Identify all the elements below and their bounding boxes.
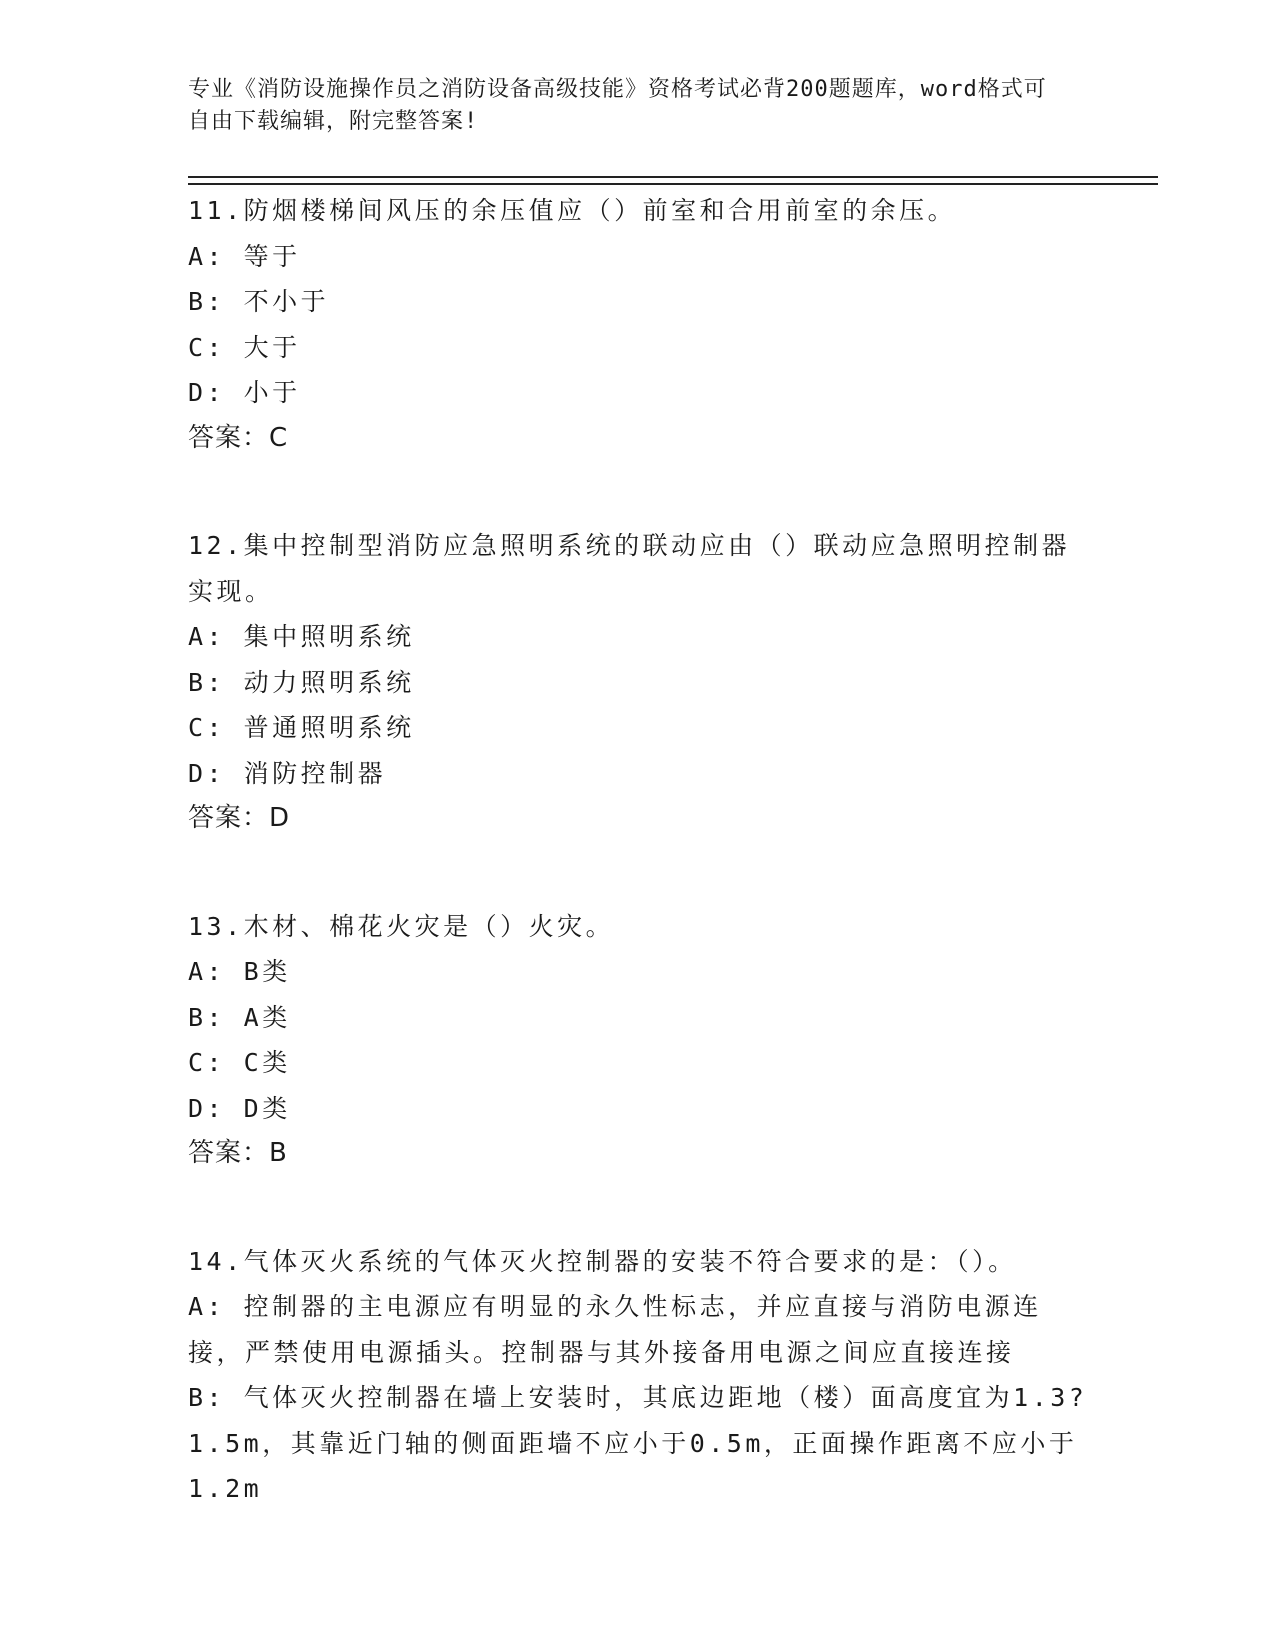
- question-12: [188, 523, 1088, 842]
- option-c: C: C类: [188, 1048, 291, 1077]
- question-14: [188, 1239, 1088, 1512]
- question-stem: 14.气体灭火系统的气体灭火控制器的安装不符合要求的是：（）。: [188, 1246, 1017, 1276]
- question-stem: 11.防烟楼梯间风压的余压值应（）前室和合用前室的余压。: [188, 196, 957, 225]
- question-stem: 12.集中控制型消防应急照明系统的联动应由（）联动应急照明控制器实现。: [188, 531, 1071, 606]
- question-13: [188, 904, 1088, 1177]
- question-stem: 13.木材、棉花火灾是（）火灾。: [188, 911, 615, 941]
- document-header: 专业《消防设施操作员之消防设备高级技能》资格考试必背200题题库，word格式可自由下载编辑，附完整答案!: [188, 77, 1047, 134]
- answer-line: 答案：B: [188, 1138, 288, 1168]
- question-list: [188, 188, 1088, 1574]
- option-d: D: 消防控制器: [188, 758, 387, 788]
- option-d: D: D类: [188, 1093, 291, 1123]
- option-c: C: 大于: [188, 332, 301, 362]
- option-b: B: A类: [188, 1002, 291, 1032]
- option-b: B: 气体灭火控制器在墙上安装时，其底边距地（楼）面高度宜为1.3?1.5m，其靠近门轴的侧面距墙不应小于0.5m，正面操作距离不应小于1.2m: [188, 1383, 1088, 1503]
- option-c: C: 普通照明系统: [188, 713, 415, 742]
- header-divider-bottom: [188, 183, 1158, 185]
- option-a: A: B类: [188, 957, 291, 986]
- option-b: B: 动力照明系统: [188, 667, 415, 697]
- option-a: A: 等于: [188, 241, 301, 271]
- question-11: [188, 188, 1088, 461]
- header-divider-top: [188, 176, 1158, 178]
- option-a: A: 控制器的主电源应有明显的永久性标志，并应直接与消防电源连接，严禁使用电源插头。控制器与其外接备用电源之间应直接连接: [188, 1292, 1042, 1367]
- option-b: B: 不小于: [188, 287, 330, 316]
- answer-line: 答案：C: [188, 422, 289, 453]
- option-a: A: 集中照明系统: [188, 622, 415, 651]
- option-d: D: 小于: [188, 378, 301, 407]
- answer-line: 答案：D: [188, 803, 291, 833]
